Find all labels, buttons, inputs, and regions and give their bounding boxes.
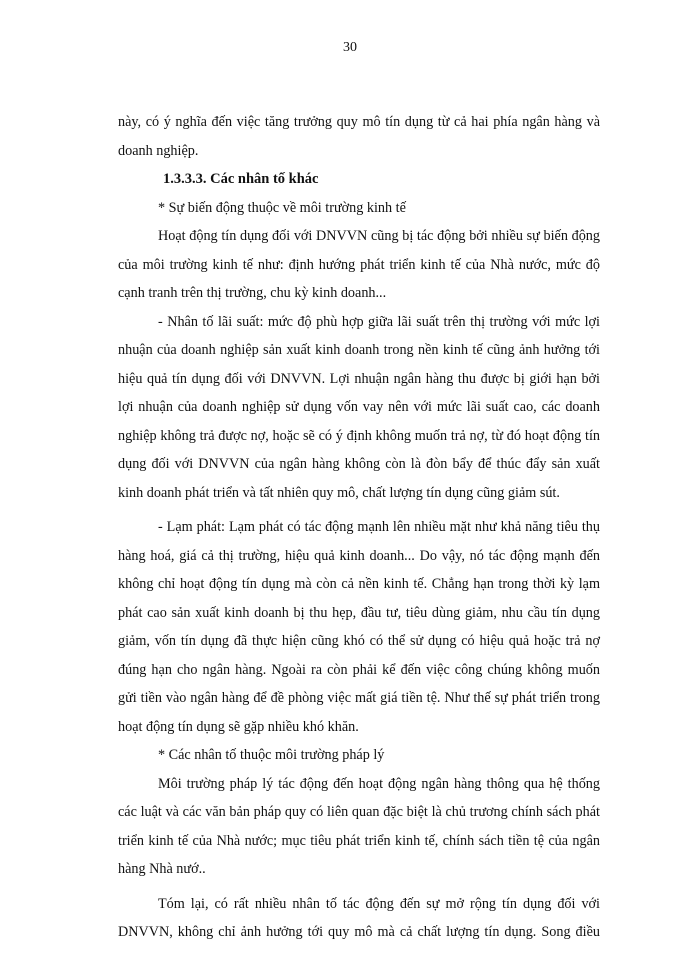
text-line: - Nhân tố lãi suất: mức độ phù hợp giữa lãi suất trên thị trường với mức lợi — [158, 313, 600, 330]
text-line: hiệu quả tín dụng đối với DNVVN. Lợi nhuận ngân hàng thu được bị giới hạn bởi — [118, 370, 600, 387]
text-line: kinh doanh phát triển và tất nhiên quy mô, chất lượng tín dụng cũng giảm sút. — [118, 484, 560, 501]
text-line: - Lạm phát: Lạm phát có tác động mạnh lên nhiều mặt như khả năng tiêu thụ — [158, 519, 600, 535]
text-line: DNVVN, không chỉ ảnh hưởng tới quy mô mà cả chất lượng tín dụng. Song điều — [118, 924, 600, 940]
text-line: Môi trường pháp lý tác động đến hoạt động ngân hàng thông qua hệ thống — [158, 775, 600, 792]
text-line: Hoạt động tín dụng đối với DNVVN cũng bị tác động bởi nhiều sự biến động — [158, 228, 600, 244]
text-line: này, có ý nghĩa đến việc tăng trưởng quy mô tín dụng từ cả hai phía ngân hàng và — [118, 114, 600, 130]
body-text — [118, 108, 600, 947]
text-line: cạnh tranh trên thị trường, chu kỳ kinh doanh... — [118, 285, 387, 301]
text-line: của môi trường kinh tế như: định hướng phát triển kinh tế của Nhà nước, mức độ — [118, 256, 600, 273]
text-line: đúng hạn cho ngân hàng. Ngoài ra còn phải kể đến việc công chúng không muốn — [118, 661, 600, 678]
text-line: các luật và các văn bản pháp quy có liên quan đặc biệt là chủ trương chính sách phát — [118, 804, 600, 820]
page-number: 30 — [343, 40, 357, 55]
text-line: * Sự biến động thuộc về môi trường kinh tế — [158, 199, 406, 216]
text-line: không chỉ hoạt động tín dụng mà còn cả nền kinh tế. Chẳng hạn trong thời kỳ lạm — [118, 576, 600, 592]
text-line: phát cao sản xuất kinh doanh bị thu hẹp, đầu tư, tiêu dùng giảm, nhu cầu tín dụng — [118, 604, 600, 621]
text-line: lợi nhuận của doanh nghiệp sử dụng vốn vay nên với mức lãi suất cao, các doanh — [118, 399, 600, 415]
text-line: hàng Nhà nướ.. — [118, 861, 206, 877]
text-line: gửi tiền vào ngân hàng để đề phòng việc mất giá tiền tệ. Như thế sự phát triển trong — [118, 690, 600, 706]
text-line: hàng hoá, giá cả thị trường, hiệu quả kinh doanh... Do vậy, nó tác động mạnh đến — [118, 547, 600, 564]
text-line: hoạt động tín dụng sẽ gặp nhiều khó khăn. — [118, 718, 359, 735]
text-line: * Các nhân tố thuộc môi trường pháp lý — [158, 747, 385, 763]
text-line: nhuận của doanh nghiệp sản xuất kinh doanh trong nền kinh tế cũng ảnh hưởng tới — [118, 342, 600, 358]
text-line: nghiệp không trả được nợ, hoặc sẽ có ý định không muốn trả nợ, từ đó hoạt động tín — [118, 427, 600, 444]
text-line: giảm, vốn tín dụng đã thực hiện cũng khó có thể sử dụng có hiệu quả hoặc trả nợ — [118, 633, 600, 649]
section-heading: 1.3.3.3. Các nhân tố khác — [163, 171, 319, 187]
text-line: triển kinh tế của Nhà nước; mục tiêu phát triển kinh tế, chính sách tiền tệ của ngân — [118, 832, 600, 849]
text-line: doanh nghiệp. — [118, 142, 199, 159]
text-line: dụng đối với DNVVN của ngân hàng không còn là đòn bẩy để thúc đẩy sản xuất — [118, 456, 600, 472]
text-line: Tóm lại, có rất nhiều nhân tố tác động đến sự mở rộng tín dụng đối với — [158, 895, 600, 912]
